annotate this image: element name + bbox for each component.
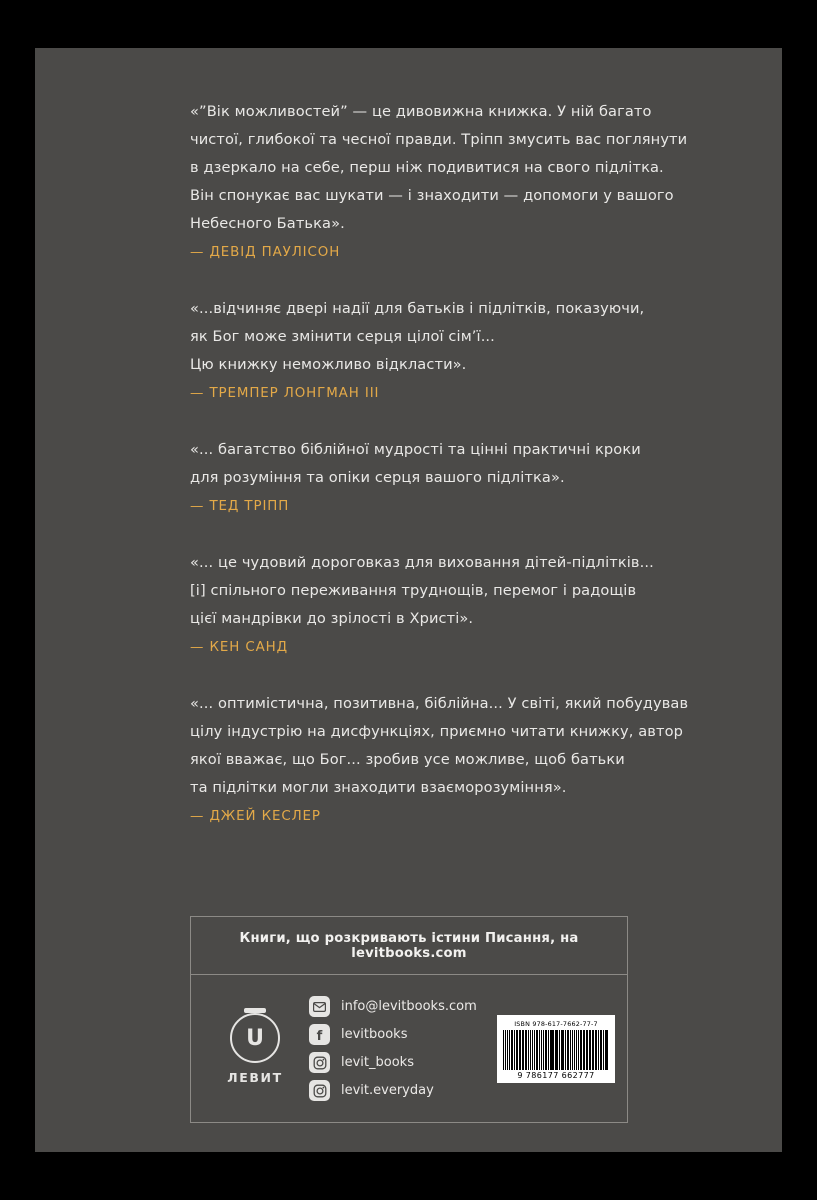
endorsement-author: — ДЕВІД ПАУЛІСОН bbox=[190, 245, 341, 260]
endorsement-block bbox=[190, 98, 704, 267]
endorsement-line: чистої, глибокої та чесної правди. Тріпп змусить вас поглянути bbox=[190, 131, 688, 148]
endorsement-block bbox=[190, 295, 704, 408]
contact-item-instagram-books[interactable] bbox=[309, 1052, 487, 1073]
endorsement-text bbox=[190, 295, 704, 379]
endorsement-line: та підлітки могли знаходити взаєморозуміння». bbox=[190, 779, 567, 796]
endorsement-line: «... це чудовий дороговказ для виховання дітей-підлітків... bbox=[190, 554, 654, 571]
instagram-icon bbox=[309, 1052, 330, 1073]
logo-letter: U bbox=[246, 1025, 264, 1051]
endorsement-text bbox=[190, 98, 704, 238]
logo-bar bbox=[244, 1008, 266, 1013]
barcode-bars bbox=[503, 1030, 609, 1070]
endorsement-text bbox=[190, 436, 704, 492]
levit-logo-icon bbox=[230, 1013, 280, 1063]
publisher-name: ЛЕВИТ bbox=[227, 1069, 283, 1085]
contact-item-instagram-everyday[interactable] bbox=[309, 1080, 487, 1101]
endorsement-line: цілу індустрію на дисфункціях, приємно читати книжку, автор bbox=[190, 723, 684, 740]
publisher-contacts bbox=[303, 989, 487, 1108]
endorsement-block bbox=[190, 690, 704, 831]
endorsement-line: «”Вік можливостей” — це дивовижна книжка. У ній багато bbox=[190, 103, 652, 120]
endorsement-author: — ТРЕМПЕР ЛОНГМАН III bbox=[190, 386, 380, 401]
isbn-barcode bbox=[497, 1015, 615, 1083]
instagram-icon bbox=[309, 1080, 330, 1101]
isbn-number: 9 786177 662777 bbox=[517, 1070, 595, 1080]
barcode-area bbox=[487, 1015, 615, 1083]
contact-item-facebook[interactable] bbox=[309, 1024, 487, 1045]
endorsement-line: Він спонукає вас шукати — і знаходити — допомоги у вашого bbox=[190, 187, 674, 204]
endorsement-text bbox=[190, 690, 704, 802]
endorsement-author: — ДЖЕЙ КЕСЛЕР bbox=[190, 809, 321, 824]
endorsement-line: «...відчиняє двері надії для батьків і підлітків, показуючи, bbox=[190, 300, 645, 317]
contact-label: info@levitbooks.com bbox=[341, 999, 477, 1014]
endorsement-line: Цю книжку неможливо відкласти». bbox=[190, 356, 467, 373]
endorsements-section bbox=[190, 98, 704, 859]
endorsement-author: — КЕН САНД bbox=[190, 640, 288, 655]
endorsement-line: цієї мандрівки до зрілості в Христі». bbox=[190, 610, 474, 627]
facebook-icon bbox=[309, 1024, 330, 1045]
endorsement-author: — ТЕД ТРІПП bbox=[190, 499, 290, 514]
publisher-tagline: Книги, що розкривають істини Писання, на levitbooks.com bbox=[191, 917, 627, 975]
envelope-icon bbox=[309, 996, 330, 1017]
endorsement-block bbox=[190, 549, 704, 662]
publisher-logo bbox=[207, 1013, 303, 1085]
endorsement-line: якої вважає, що Бог... зробив усе можливе, щоб батьки bbox=[190, 751, 625, 768]
endorsement-line: Небесного Батька». bbox=[190, 215, 345, 232]
endorsement-block bbox=[190, 436, 704, 521]
svg-text:f: f bbox=[316, 1028, 323, 1042]
endorsement-line: як Бог може змінити серця цілої сім’ї... bbox=[190, 328, 495, 345]
contact-label: levit_books bbox=[341, 1055, 414, 1070]
endorsement-text bbox=[190, 549, 704, 633]
endorsement-line: в дзеркало на себе, перш ніж подивитися на свого підлітка. bbox=[190, 159, 664, 176]
contact-item-email[interactable] bbox=[309, 996, 487, 1017]
endorsement-line: для розуміння та опіки серця вашого підлітка». bbox=[190, 469, 565, 486]
endorsement-line: [і] спільного переживання труднощів, перемог і радощів bbox=[190, 582, 637, 599]
endorsement-line: «... багатство біблійної мудрості та цінні практичні кроки bbox=[190, 441, 641, 458]
contact-label: levitbooks bbox=[341, 1027, 408, 1042]
isbn-top-label: ISBN 978-617-7662-77-7 bbox=[514, 1019, 598, 1028]
contact-label: levit.everyday bbox=[341, 1083, 434, 1098]
publisher-body bbox=[191, 975, 627, 1122]
back-cover-page bbox=[35, 48, 782, 1152]
publisher-box bbox=[190, 916, 628, 1123]
endorsement-line: «... оптимістична, позитивна, біблійна... У світі, який побудував bbox=[190, 695, 689, 712]
